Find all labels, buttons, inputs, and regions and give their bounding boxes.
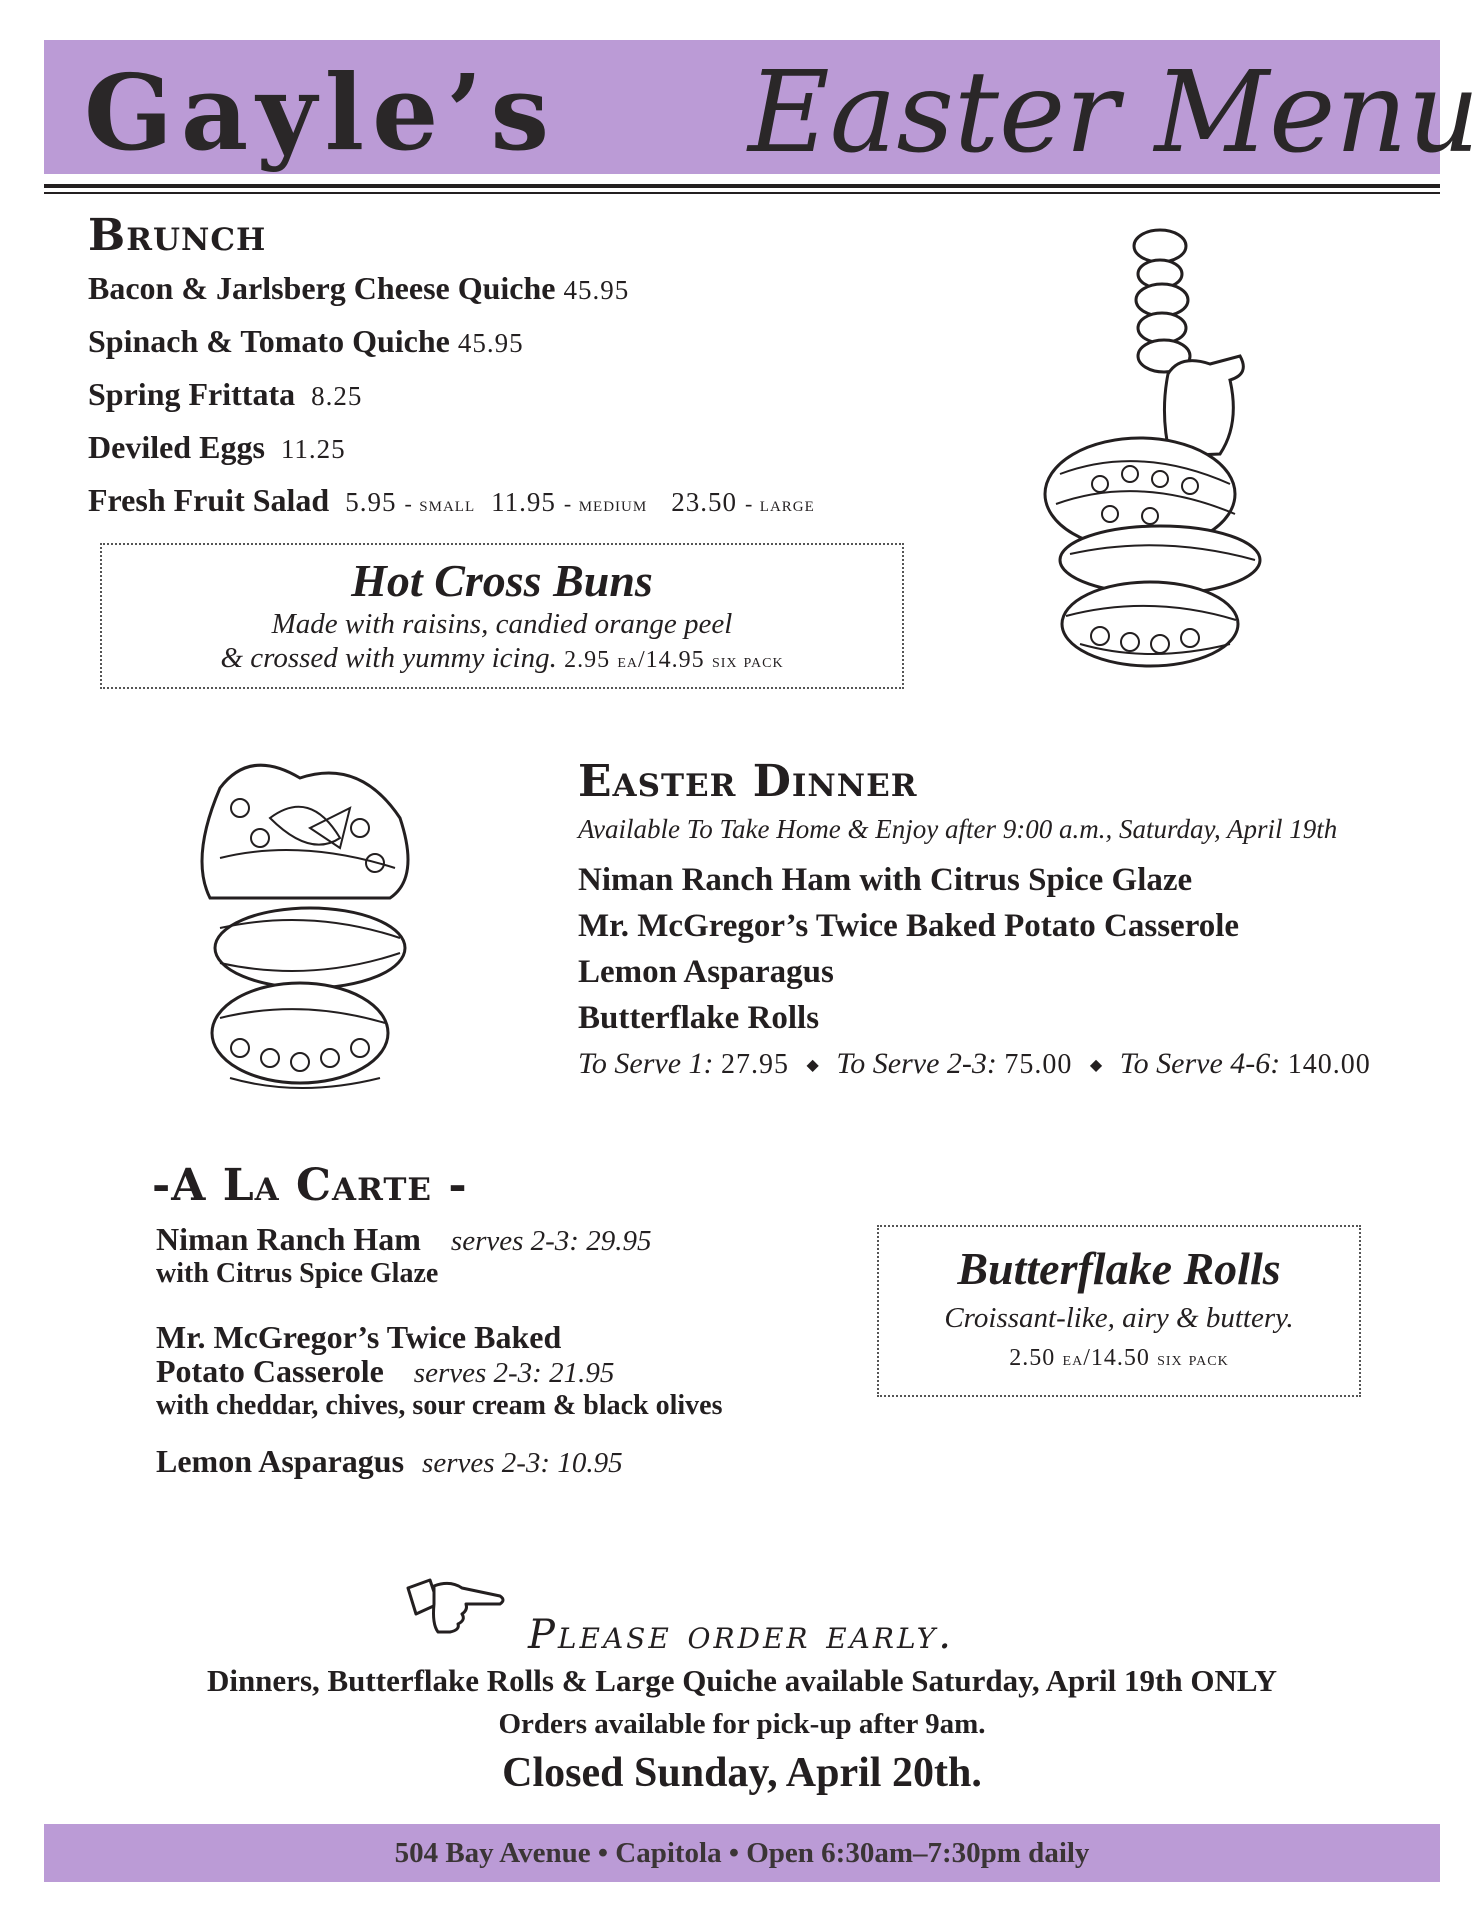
diamond-separator-icon: ◆	[1089, 1057, 1103, 1075]
butterflake-title: Butterflake Rolls	[957, 1243, 1281, 1294]
header-rule-thick	[44, 184, 1440, 188]
dinner-list	[578, 860, 1239, 1044]
brunch-item-price: 45.95	[457, 328, 524, 358]
alc-asparagus-price: serves 2-3: 10.95	[422, 1447, 623, 1479]
alc-potato-price: serves 2-3: 21.95	[413, 1357, 615, 1389]
alc-item-asparagus	[156, 1444, 623, 1480]
dinner-item: Lemon Asparagus	[578, 954, 834, 990]
butterflake-rolls-box	[877, 1225, 1361, 1397]
brunch-item-name: Deviled Eggs	[88, 429, 265, 465]
footer-address: 504 Bay Avenue • Capitola • Open 6:30am–7:30pm daily	[394, 1837, 1090, 1869]
alc-ham-sub: with Citrus Spice Glaze	[156, 1258, 439, 1289]
butterflake-unit: ea	[1062, 1348, 1084, 1370]
fruit-label-medium: - medium	[563, 491, 648, 516]
brunch-heading: Brunch	[88, 210, 267, 261]
brunch-item-price: 8.25	[311, 381, 363, 411]
hot-cross-buns-title: Hot Cross Buns	[351, 555, 653, 606]
hot-cross-buns-box	[100, 543, 904, 689]
fruit-price-large: 23.50	[671, 487, 737, 517]
easter-egg-stack-bow	[190, 748, 450, 1108]
alc-ham-line	[156, 1222, 651, 1258]
brunch-item	[88, 268, 815, 321]
brunch-item-price: 11.25	[280, 434, 346, 464]
footer-band	[44, 1824, 1440, 1882]
header-rule-thin	[44, 192, 1440, 194]
pointing-hand-icon	[404, 1574, 508, 1638]
brunch-item-price: 45.95	[563, 275, 630, 305]
title-gayles: Gayle’s	[84, 51, 558, 174]
alc-asparagus-line	[156, 1444, 623, 1480]
hot-cross-buns-desc-text: & crossed with yummy icing.	[220, 642, 557, 674]
alc-item-ham	[156, 1222, 651, 1290]
butterflake-desc: Croissant-like, airy & buttery.	[944, 1302, 1294, 1334]
alc-potato-line1: Mr. McGregor’s Twice Baked	[156, 1319, 562, 1355]
title-easter-menu: Easter Menu	[748, 48, 1480, 178]
alc-potato-name: Potato Casserole	[156, 1353, 384, 1389]
notice-pickup: Orders available for pick-up after 9am.	[498, 1708, 986, 1740]
serve2-label: To Serve 2-3:	[836, 1047, 997, 1080]
easter-egg-stack-bunny	[1040, 224, 1320, 684]
alc-potato-line2	[156, 1354, 722, 1390]
fruit-price-small: 5.95	[345, 487, 397, 517]
order-early-text: Please order early.	[528, 1612, 954, 1658]
butterflake-price: 2.50	[1009, 1345, 1056, 1371]
hot-cross-buns-desc-2	[102, 641, 902, 678]
fruit-label-large: - large	[744, 491, 815, 516]
brunch-item	[88, 427, 815, 480]
dinner-item: Butterflake Rolls	[578, 1000, 820, 1036]
brunch-item	[88, 374, 815, 427]
alc-potato-sub: with cheddar, chives, sour cream & black olives	[156, 1390, 723, 1421]
brunch-item	[88, 321, 815, 374]
diamond-separator-icon: ◆	[806, 1057, 819, 1075]
alc-asparagus-name: Lemon Asparagus	[156, 1443, 405, 1479]
brunch-item-name: Bacon & Jarlsberg Cheese Quiche	[88, 270, 556, 306]
brunch-item-name: Spinach & Tomato Quiche	[88, 323, 450, 359]
hot-cross-buns-pack-label: six pack	[711, 650, 784, 672]
dinner-heading: Easter Dinner	[578, 756, 918, 807]
alc-ham-price: serves 2-3: 29.95	[450, 1225, 652, 1257]
hot-cross-buns-price: 2.95	[564, 647, 611, 673]
alc-item-potato	[156, 1320, 722, 1422]
fruit-label-small: - small	[404, 491, 476, 516]
serve1-price: 27.95	[721, 1049, 790, 1080]
serve3-label: To Serve 4-6:	[1119, 1047, 1281, 1080]
fruit-price-medium: 11.95	[491, 487, 556, 517]
notice-availability: Dinners, Butterflake Rolls & Large Quiche available Saturday, April 19th ONLY	[206, 1663, 1278, 1698]
brunch-list	[88, 268, 815, 533]
alc-ham-name: Niman Ranch Ham	[156, 1221, 421, 1257]
butterflake-price-line	[879, 1339, 1359, 1376]
dinner-item: Niman Ranch Ham with Citrus Spice Glaze	[578, 862, 1193, 898]
serve3-price: 140.00	[1287, 1049, 1371, 1080]
notice-closed: Closed Sunday, April 20th.	[502, 1750, 982, 1796]
hot-cross-buns-desc-1: Made with raisins, candied orange peel	[271, 608, 733, 640]
brunch-item-fruit-salad	[88, 480, 815, 533]
butterflake-pack-price: /14.50	[1083, 1345, 1150, 1371]
header-band	[44, 40, 1480, 178]
hot-cross-buns-pack-price: /14.95	[638, 647, 705, 673]
serve1-label: To Serve 1:	[578, 1047, 714, 1080]
brunch-item-name: Fresh Fruit Salad	[88, 482, 330, 518]
brunch-item-name: Spring Frittata	[88, 376, 296, 412]
dinner-prices	[578, 1044, 1371, 1086]
hot-cross-buns-unit: ea	[617, 650, 639, 672]
dinner-item: Mr. McGregor’s Twice Baked Potato Casserole	[578, 908, 1240, 944]
butterflake-pack-label: six pack	[1157, 1348, 1229, 1370]
serve2-price: 75.00	[1004, 1049, 1073, 1080]
a-la-carte-heading: -A La Carte -	[152, 1160, 468, 1211]
dinner-availability: Available To Take Home & Enjoy after 9:00 a.m., Saturday, April 19th	[578, 814, 1338, 844]
